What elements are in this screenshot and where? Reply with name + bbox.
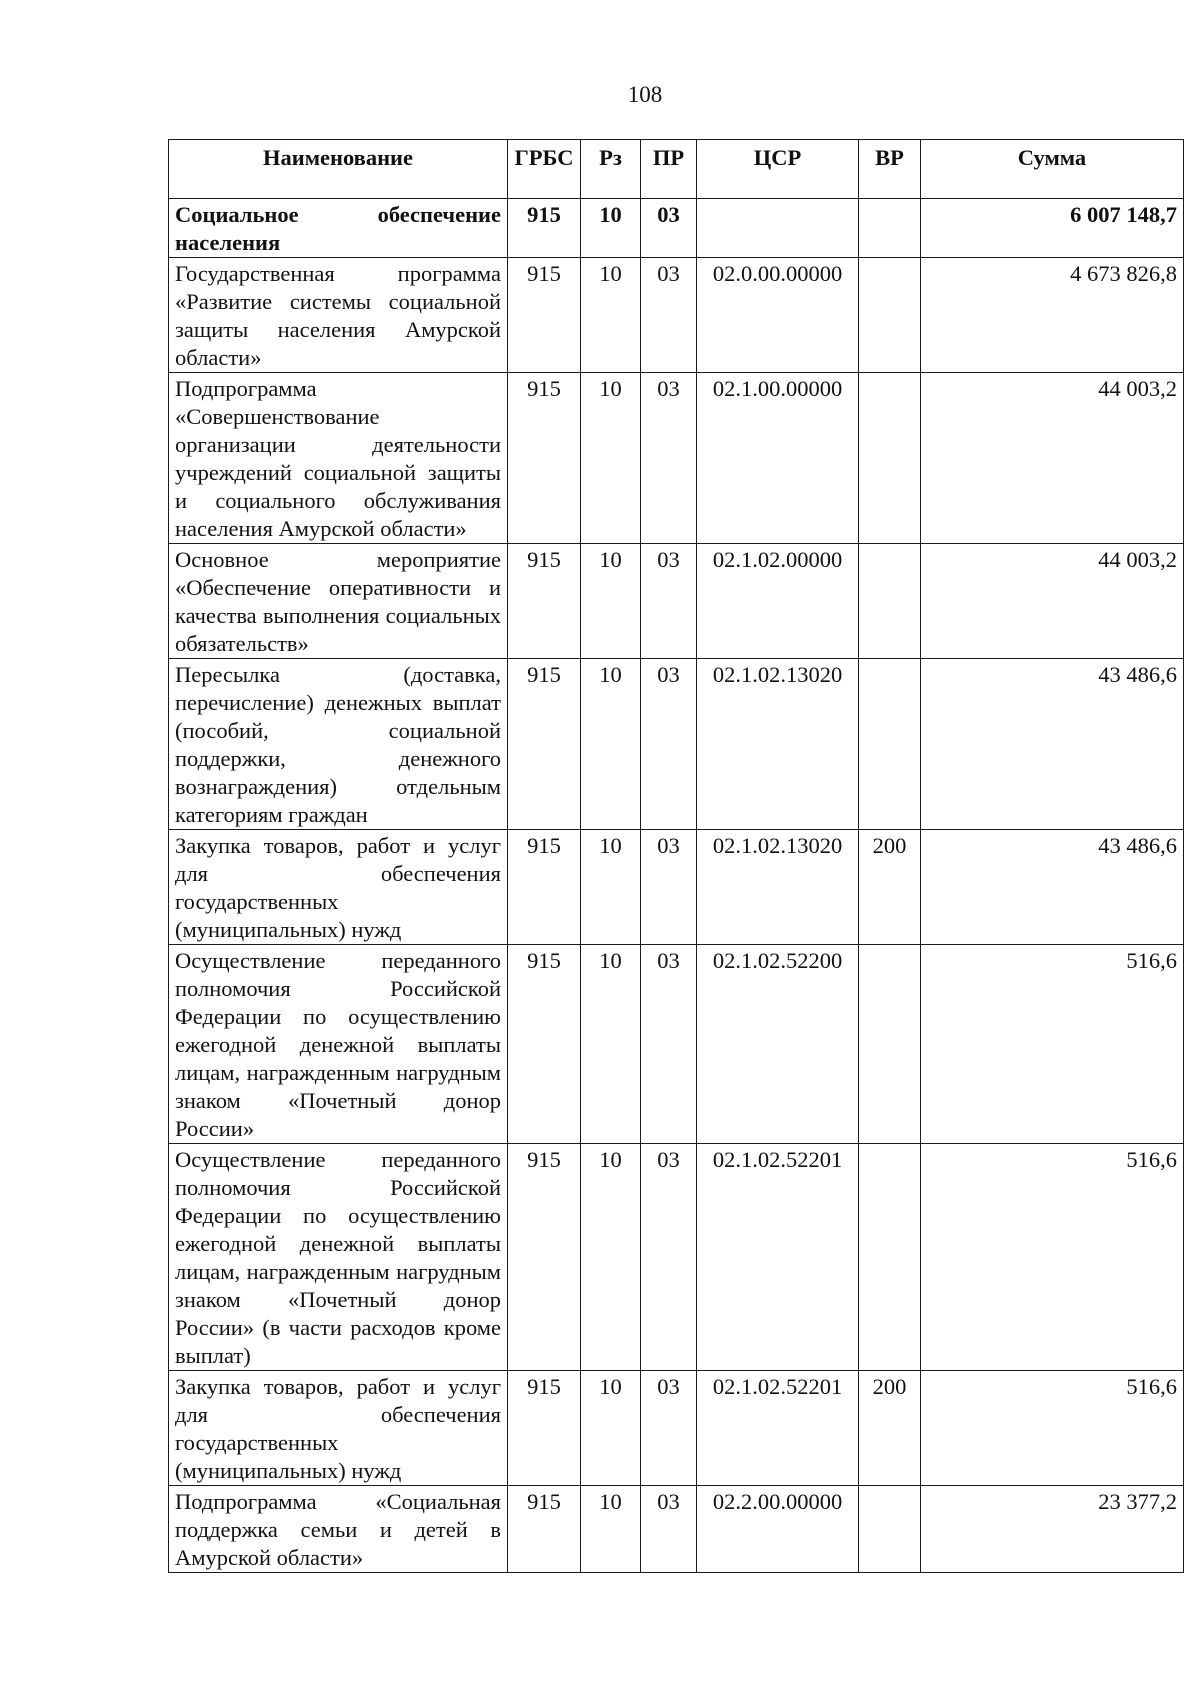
table-row bbox=[169, 199, 1184, 258]
row-csr: 02.1.02.13020 bbox=[697, 659, 859, 830]
row-vr bbox=[859, 199, 921, 258]
row-rz: 10 bbox=[581, 945, 641, 1144]
row-vr bbox=[859, 544, 921, 659]
header-row bbox=[169, 140, 1184, 199]
row-sum: 23 377,2 bbox=[921, 1486, 1184, 1573]
row-sum: 516,6 bbox=[921, 945, 1184, 1144]
row-vr bbox=[859, 1144, 921, 1371]
row-rz: 10 bbox=[581, 373, 641, 544]
row-name: Социальное обеспечение населения bbox=[169, 199, 508, 258]
row-grbs: 915 bbox=[508, 373, 581, 544]
row-vr bbox=[859, 373, 921, 544]
row-rz: 10 bbox=[581, 659, 641, 830]
table-row bbox=[169, 373, 1184, 544]
row-csr: 02.1.02.13020 bbox=[697, 830, 859, 945]
row-vr bbox=[859, 945, 921, 1144]
table-row bbox=[169, 258, 1184, 373]
page-number: 108 bbox=[627, 82, 663, 107]
header-vr: ВР bbox=[859, 140, 921, 199]
row-grbs: 915 bbox=[508, 1486, 581, 1573]
row-name: Подпрограмма «Социальная поддержка семьи и детей в Амурской области» bbox=[169, 1486, 508, 1573]
row-pr: 03 bbox=[641, 199, 697, 258]
row-pr: 03 bbox=[641, 544, 697, 659]
row-vr bbox=[859, 1486, 921, 1573]
row-rz: 10 bbox=[581, 199, 641, 258]
row-grbs: 915 bbox=[508, 659, 581, 830]
row-csr: 02.2.00.00000 bbox=[697, 1486, 859, 1573]
row-name: Закупка товаров, работ и услуг для обеспечения государственных (муниципальных) нужд bbox=[169, 830, 508, 945]
row-csr: 02.1.02.52201 bbox=[697, 1371, 859, 1486]
row-csr: 02.1.02.00000 bbox=[697, 544, 859, 659]
budget-table bbox=[168, 139, 1184, 1573]
row-csr: 02.1.00.00000 bbox=[697, 373, 859, 544]
row-vr bbox=[859, 258, 921, 373]
row-sum: 44 003,2 bbox=[921, 373, 1184, 544]
row-sum: 516,6 bbox=[921, 1371, 1184, 1486]
row-pr: 03 bbox=[641, 258, 697, 373]
header-pr: ПР bbox=[641, 140, 697, 199]
row-grbs: 915 bbox=[508, 258, 581, 373]
row-rz: 10 bbox=[581, 258, 641, 373]
row-name: Закупка товаров, работ и услуг для обеспечения государственных (муниципальных) нужд bbox=[169, 1371, 508, 1486]
row-csr: 02.0.00.00000 bbox=[697, 258, 859, 373]
row-grbs: 915 bbox=[508, 1371, 581, 1486]
row-pr: 03 bbox=[641, 1486, 697, 1573]
row-vr: 200 bbox=[859, 830, 921, 945]
table-header bbox=[169, 140, 1184, 199]
row-sum: 6 007 148,7 bbox=[921, 199, 1184, 258]
header-name: Наименование bbox=[169, 140, 508, 199]
row-name: Основное мероприятие «Обеспечение оперативности и качества выполнения социальных обязательств» bbox=[169, 544, 508, 659]
row-rz: 10 bbox=[581, 830, 641, 945]
row-csr: 02.1.02.52201 bbox=[697, 1144, 859, 1371]
header-rz: Рз bbox=[581, 140, 641, 199]
table-row bbox=[169, 1486, 1184, 1573]
row-rz: 10 bbox=[581, 1486, 641, 1573]
row-grbs: 915 bbox=[508, 830, 581, 945]
row-sum: 4 673 826,8 bbox=[921, 258, 1184, 373]
table-row bbox=[169, 1144, 1184, 1371]
header-sum: Сумма bbox=[921, 140, 1184, 199]
table-row bbox=[169, 830, 1184, 945]
row-rz: 10 bbox=[581, 1144, 641, 1371]
row-pr: 03 bbox=[641, 1371, 697, 1486]
row-sum: 43 486,6 bbox=[921, 830, 1184, 945]
row-vr bbox=[859, 659, 921, 830]
header-grbs: ГРБС bbox=[508, 140, 581, 199]
row-grbs: 915 bbox=[508, 544, 581, 659]
row-name: Подпрограмма «Совершенствование организации деятельности учреждений социальной защиты и социального обслуживания населения Амурской области» bbox=[169, 373, 508, 544]
row-grbs: 915 bbox=[508, 945, 581, 1144]
row-pr: 03 bbox=[641, 1144, 697, 1371]
row-csr bbox=[697, 199, 859, 258]
row-name: Осуществление переданного полномочия Российской Федерации по осуществлению ежегодной денежной выплаты лицам, награжденным нагрудным знаком «Почетный донор России» bbox=[169, 945, 508, 1144]
row-rz: 10 bbox=[581, 1371, 641, 1486]
row-sum: 43 486,6 bbox=[921, 659, 1184, 830]
row-csr: 02.1.02.52200 bbox=[697, 945, 859, 1144]
row-grbs: 915 bbox=[508, 199, 581, 258]
row-name: Пересылка (доставка, перечисление) денежных выплат (пособий, социальной поддержки, денежного вознаграждения) отдельным категориям граждан bbox=[169, 659, 508, 830]
table-row bbox=[169, 1371, 1184, 1486]
table-row bbox=[169, 945, 1184, 1144]
row-pr: 03 bbox=[641, 659, 697, 830]
table-row bbox=[169, 544, 1184, 659]
row-rz: 10 bbox=[581, 544, 641, 659]
table-body bbox=[169, 199, 1184, 1573]
row-pr: 03 bbox=[641, 945, 697, 1144]
row-sum: 516,6 bbox=[921, 1144, 1184, 1371]
row-grbs: 915 bbox=[508, 1144, 581, 1371]
row-name: Осуществление переданного полномочия Российской Федерации по осуществлению ежегодной денежной выплаты лицам, награжденным нагрудным знаком «Почетный донор России» (в части расходов кроме выплат) bbox=[169, 1144, 508, 1371]
row-sum: 44 003,2 bbox=[921, 544, 1184, 659]
row-pr: 03 bbox=[641, 830, 697, 945]
row-pr: 03 bbox=[641, 373, 697, 544]
header-csr: ЦСР bbox=[697, 140, 859, 199]
row-vr: 200 bbox=[859, 1371, 921, 1486]
row-name: Государственная программа «Развитие системы социальной защиты населения Амурской области» bbox=[169, 258, 508, 373]
table-row bbox=[169, 659, 1184, 830]
